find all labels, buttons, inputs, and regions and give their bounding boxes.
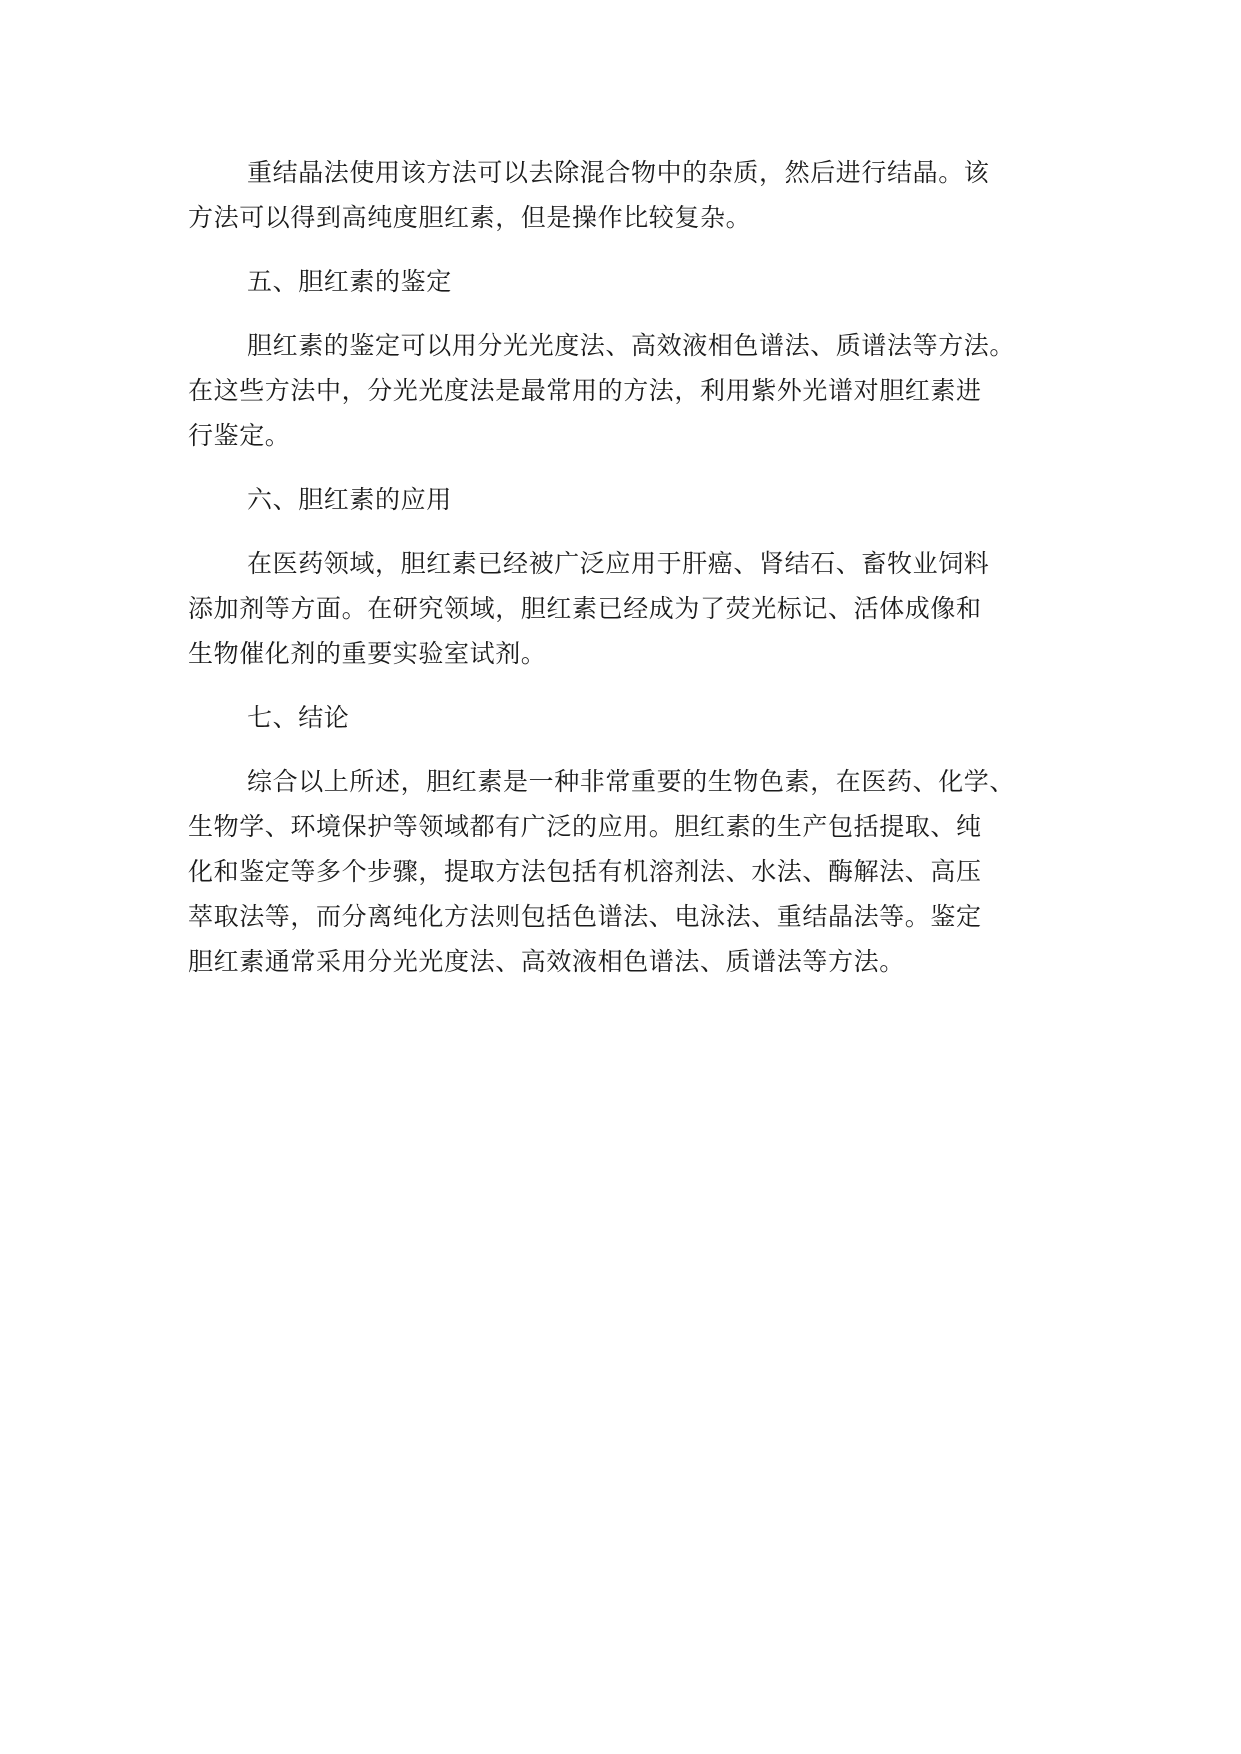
paragraph-line: 生物学、环境保护等领域都有广泛的应用。胆红素的生产包括提取、纯 — [188, 812, 982, 841]
paragraph-line: 行鉴定。 — [188, 421, 291, 450]
conclusion-paragraph — [188, 759, 1073, 984]
paragraph-line: 综合以上所述，胆红素是一种非常重要的生物色素，在医药、化学、 — [247, 767, 1016, 796]
recrystallization-paragraph — [188, 150, 1073, 240]
section-heading: 七、结论 — [247, 703, 350, 732]
paragraph-line: 化和鉴定等多个步骤，提取方法包括有机溶剂法、水法、酶解法、高压 — [188, 857, 982, 886]
application-paragraph — [188, 541, 1073, 676]
identification-paragraph — [188, 323, 1073, 458]
paragraph-line: 在医药领域，胆红素已经被广泛应用于肝癌、肾结石、畜牧业饲料 — [247, 549, 990, 578]
paragraph-line: 添加剂等方面。在研究领域，胆红素已经成为了荧光标记、活体成像和 — [188, 594, 982, 623]
section-heading-identification — [188, 259, 1073, 304]
paragraph-line: 重结晶法使用该方法可以去除混合物中的杂质，然后进行结晶。该 — [247, 158, 990, 187]
paragraph-line: 生物催化剂的重要实验室试剂。 — [188, 639, 547, 668]
section-heading-application — [188, 477, 1073, 522]
paragraph-line: 在这些方法中，分光光度法是最常用的方法，利用紫外光谱对胆红素进 — [188, 376, 982, 405]
section-heading: 六、胆红素的应用 — [247, 485, 452, 514]
section-heading-conclusion — [188, 695, 1073, 740]
document-body — [188, 150, 1073, 1003]
section-heading: 五、胆红素的鉴定 — [247, 267, 452, 296]
paragraph-line: 萃取法等，而分离纯化方法则包括色谱法、电泳法、重结晶法等。鉴定 — [188, 902, 982, 931]
paragraph-line: 方法可以得到高纯度胆红素，但是操作比较复杂。 — [188, 203, 752, 232]
paragraph-line: 胆红素通常采用分光光度法、高效液相色谱法、质谱法等方法。 — [188, 947, 905, 976]
paragraph-line: 胆红素的鉴定可以用分光光度法、高效液相色谱法、质谱法等方法。 — [247, 331, 1016, 360]
